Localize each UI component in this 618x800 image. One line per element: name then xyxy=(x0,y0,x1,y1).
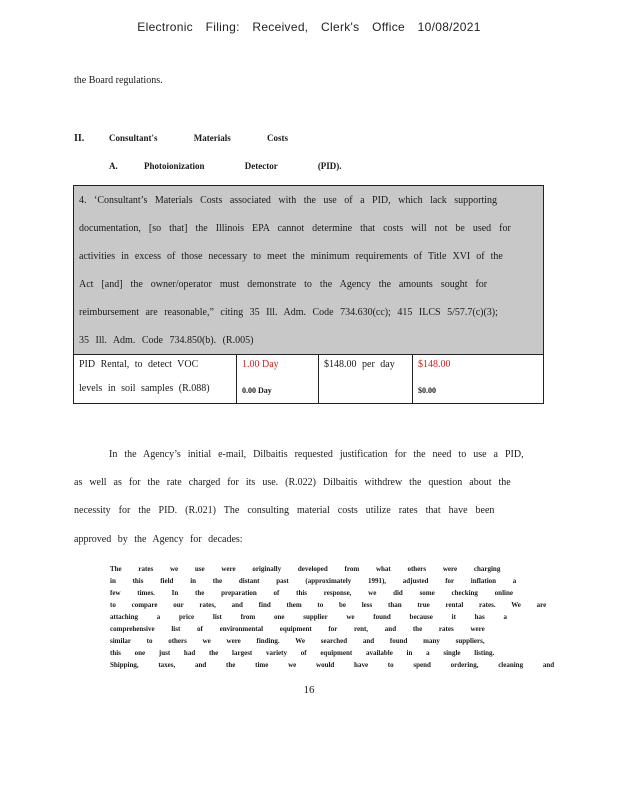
quantity-approved: 0.00 Day xyxy=(242,386,272,395)
rate: $148.00 per day xyxy=(324,359,395,370)
body-line: In the Agency’s initial e-mail, Dilbaitis requested justification for the need to use a PID, xyxy=(109,449,524,460)
quantity-cell xyxy=(237,354,319,403)
section-title: Consultant's Materials Costs xyxy=(109,133,289,143)
subsection-letter: A. xyxy=(109,161,118,171)
body-line: as well as for the rate charged for its use. (R.022) Dilbaitis withdrew the question about the xyxy=(74,477,511,488)
quote-line: comprehensive list of environmental equipment for rent, and the rates were xyxy=(110,625,485,633)
item-line: levels in soil samples (R.088) xyxy=(79,383,210,394)
issue-line: activities in excess of those necessary to meet the minimum requirements of Title XVI of the xyxy=(79,251,503,262)
cost-table xyxy=(73,185,544,404)
issue-line: reimbursement are reasonable,” citing 35 Ill. Adm. Code 734.630(cc); 415 ILCS 5/57.7(c)(3); xyxy=(79,307,498,318)
issue-line: 35 Ill. Adm. Code 734.850(b). (R.005) xyxy=(79,335,254,346)
quote-line: in this field in the distant past (approximately 1991), adjusted for inflation a xyxy=(110,577,517,585)
section-number: II. xyxy=(74,133,85,144)
quote-line: few times. In the preparation of this response, we did some checking online xyxy=(110,589,513,597)
item-line: PID Rental, to detect VOC xyxy=(79,359,199,370)
issue-line: 4. ‘Consultant’s Materials Costs associated with the use of a PID, which lack supporting xyxy=(79,195,498,206)
rate-cell xyxy=(319,354,413,403)
issue-line: Act [and] the owner/operator must demonstrate to the Agency the amounts sought for xyxy=(79,279,488,290)
page-number: 16 xyxy=(303,684,315,696)
item-cell xyxy=(74,354,237,403)
quote-line: to compare our rates, and find them to be less than true rental rates. We are xyxy=(110,601,547,609)
body-line: approved by the Agency for decades: xyxy=(74,534,243,545)
quote-line: this one just had the largest variety of equipment available in a single listing. xyxy=(110,649,495,657)
quote-line: similar to others we were finding. We searched and found many suppliers, xyxy=(110,637,485,645)
issue-cell xyxy=(74,186,543,355)
quote-line: The rates we use were originally developed from what others were charging xyxy=(110,565,501,573)
amount-approved: $0.00 xyxy=(418,386,436,395)
intro-line: the Board regulations. xyxy=(74,75,163,86)
filing-header: Electronic Filing: Received, Clerk's Office 10/08/2021 xyxy=(137,20,481,34)
quantity-requested: 1.00 Day xyxy=(242,359,279,370)
amount-requested: $148.00 xyxy=(418,359,451,370)
amount-cell xyxy=(413,354,543,403)
quote-line: Shipping, taxes, and the time we would have to spend ordering, cleaning and xyxy=(110,661,555,669)
subsection-title: Photoionization Detector (PID). xyxy=(144,161,342,171)
quote-line: attaching a price list from one supplier we found because it has a xyxy=(110,613,508,621)
body-line: necessity for the PID. (R.021) The consulting material costs utilize rates that have been xyxy=(74,505,495,516)
issue-line: documentation, [so that] the Illinois EPA cannot determine that costs will not be used for xyxy=(79,223,511,234)
